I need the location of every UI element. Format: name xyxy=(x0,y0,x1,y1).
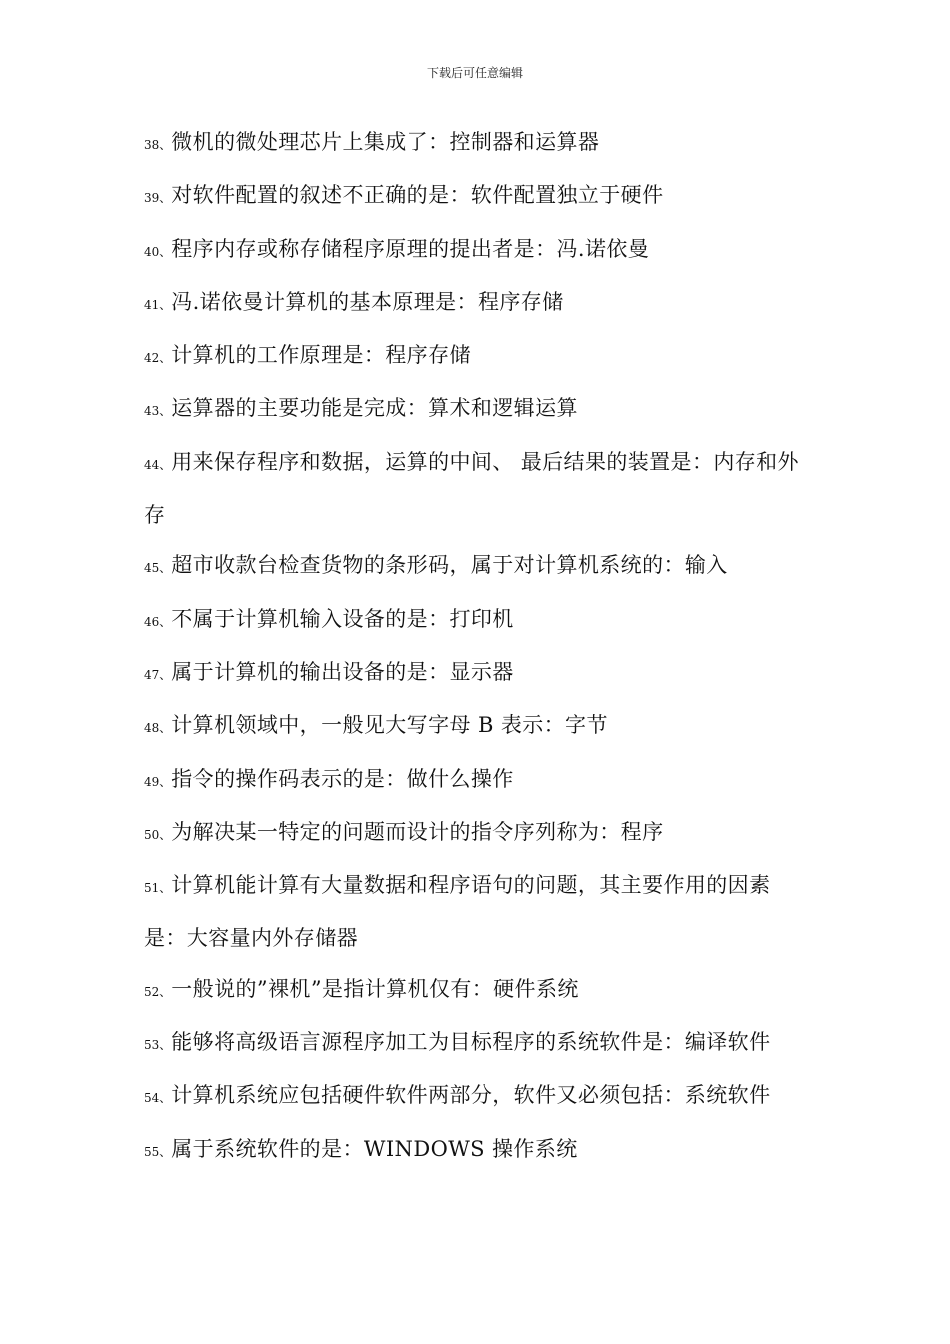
list-item xyxy=(144,1070,812,1123)
item-number: 48、 xyxy=(144,721,172,736)
list-item xyxy=(144,754,812,807)
item-text: 指令的操作码表示的是：做什么操作 xyxy=(171,766,514,791)
page-header: 下载后可任意编辑 xyxy=(426,66,523,80)
item-text: 属于计算机的输出设备的是：显示器 xyxy=(171,659,514,684)
item-number: 51、 xyxy=(144,881,172,896)
item-number: 54、 xyxy=(144,1091,172,1106)
list-item xyxy=(144,807,812,860)
list-item xyxy=(144,117,812,170)
list-item xyxy=(144,540,812,593)
list-item xyxy=(144,330,812,383)
list-item xyxy=(144,170,812,223)
list-item xyxy=(144,647,812,700)
item-text: 一般说的”裸机”是指计算机仅有：硬件系统 xyxy=(171,976,579,1001)
item-text: 运算器的主要功能是完成：算术和逻辑运算 xyxy=(171,396,578,421)
item-text: 程序内存或称存储程序原理的提出者是：冯.诺依曼 xyxy=(171,236,650,261)
item-text: 不属于计算机输入设备的是：打印机 xyxy=(171,606,514,631)
list-item xyxy=(144,594,812,647)
item-number: 55、 xyxy=(144,1144,172,1159)
item-text: 冯.诺依曼计算机的基本原理是：程序存储 xyxy=(171,289,564,314)
item-number: 38、 xyxy=(144,138,172,152)
item-number: 45、 xyxy=(144,561,172,576)
question-list xyxy=(144,117,812,1177)
list-item xyxy=(144,224,812,277)
item-number: 41、 xyxy=(144,297,172,312)
list-item xyxy=(144,700,812,753)
item-text: 能够将高级语言源程序加工为目标程序的系统软件是：编译软件 xyxy=(171,1030,771,1055)
item-text: 属于系统软件的是：WINDOWS 操作系统 xyxy=(171,1136,578,1161)
item-text: 计算机的工作原理是：程序存储 xyxy=(171,343,471,368)
list-item xyxy=(144,1124,812,1177)
item-number: 50、 xyxy=(144,827,172,842)
list-item xyxy=(144,1017,812,1070)
item-number: 52、 xyxy=(144,984,172,999)
item-number: 39、 xyxy=(144,191,172,206)
list-item xyxy=(144,964,812,1017)
item-text: 超市收款台检查货物的条形码，属于对计算机系统的：输入 xyxy=(171,553,728,578)
item-number: 43、 xyxy=(144,404,172,419)
item-text: 为解决某一特定的问题而设计的指令序列称为：程序 xyxy=(171,819,664,844)
item-text: 计算机能计算有大量数据和程序语句的问题，其主要作用的因素是：大容量内外存储器 xyxy=(144,873,771,951)
item-number: 49、 xyxy=(144,774,172,789)
item-text: 微机的微处理芯片上集成了：控制器和运算器 xyxy=(171,130,600,154)
item-number: 40、 xyxy=(144,244,172,259)
item-text: 对软件配置的叙述不正确的是：软件配置独立于硬件 xyxy=(171,183,664,208)
item-number: 53、 xyxy=(144,1038,172,1053)
item-number: 46、 xyxy=(144,614,172,629)
list-item xyxy=(144,437,812,541)
list-item xyxy=(144,383,812,436)
item-number: 47、 xyxy=(144,667,172,682)
item-number: 42、 xyxy=(144,351,172,366)
item-text: 用来保存程序和数据，运算的中间、 最后结果的装置是：内存和外存 xyxy=(144,449,799,528)
item-text: 计算机领域中，一般见大写字母 B 表示：字节 xyxy=(171,713,608,738)
list-item xyxy=(144,277,812,330)
item-number: 44、 xyxy=(144,457,172,472)
list-item xyxy=(144,860,812,964)
item-text: 计算机系统应包括硬件软件两部分，软件又必须包括：系统软件 xyxy=(171,1083,771,1108)
